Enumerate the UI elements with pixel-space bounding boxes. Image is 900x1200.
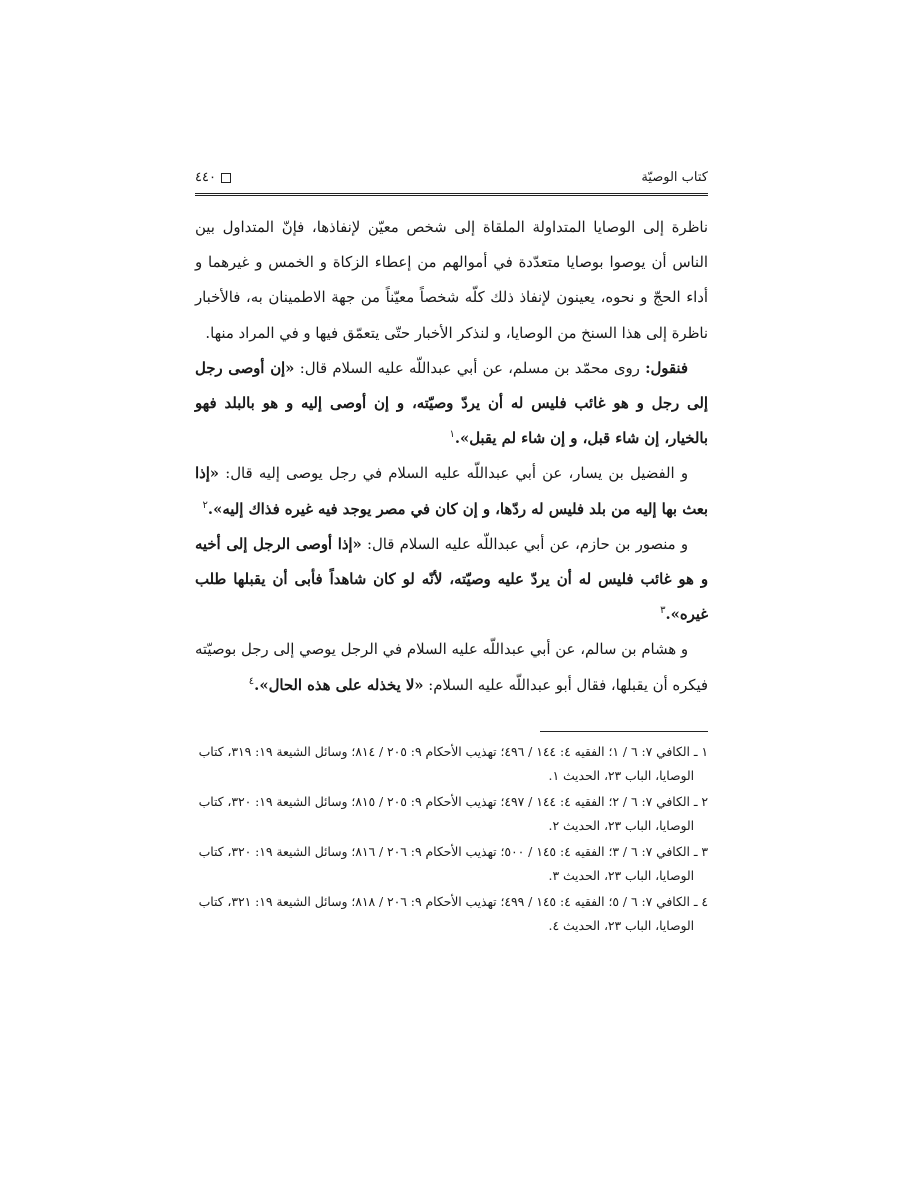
- paragraph: [195, 210, 708, 351]
- paragraph-text: ناظرة إلى الوصايا المتداولة الملقاة إلى شخص معيّن لإنفاذها، فإنّ المتداول بين الناس أن يوصوا بوصايا متعدّدة في أموالهم من إعطاء الزكاة و الخمس و غيرهما و أداء الحجّ و نحوه، يعينون لإنفاذ ذلك كلّه شخصاً معيّناً من جهة الاطمينان به، فالأخبار ناظرة إلى هذا السنخ من الوصايا، و لنذكر الأخبار حتّى يتعمّق فيها و في المراد منها.: [195, 219, 708, 342]
- paragraph: [195, 632, 708, 702]
- paragraph: [195, 527, 708, 633]
- footnote: ٤ ـ الكافي ٧: ٦ / ٥؛ الفقيه ٤: ١٤٥ / ٤٩٩؛ تهذيب الأحكام ٩: ٢٠٦ / ٨١٨؛ وسائل الشيعة ١٩: ٣٢١، كتاب الوصايا، الباب ٢٣، الحديث ٤.: [198, 894, 708, 933]
- footnote-divider: [540, 731, 708, 732]
- footnote-marker: ٤: [248, 675, 255, 687]
- hadith-quote: «إذا بعث بها إليه من بلد فليس له ردّها، و إن كان في مصر يوجد فيه غيره فذاك إليه».: [195, 465, 708, 518]
- page-number: ٤٤٠: [195, 170, 216, 185]
- main-text: [195, 210, 708, 703]
- square-ornament-icon: [221, 173, 231, 183]
- paragraph-lead: فنقول:: [645, 359, 688, 377]
- paragraph-text: و هشام بن سالم، عن أبي عبداللّه عليه السلام في الرجل يوصي إلى رجل بوصيّته فيكره أن يقبلها، فقال أبو عبداللّه عليه السلام:: [195, 641, 708, 694]
- hadith-quote: «لا يخذله على هذه الحال».: [254, 676, 424, 694]
- footnotes: [195, 740, 708, 938]
- paragraph-text: روى محمّد بن مسلم، عن أبي عبداللّه عليه السلام قال:: [294, 359, 646, 377]
- page-number-group: [195, 170, 231, 185]
- paragraph-text: و الفضيل بن يسار، عن أبي عبداللّه عليه السلام في رجل يوصى إليه قال:: [219, 465, 688, 483]
- running-header: [195, 170, 708, 196]
- footnote-marker: ٢: [202, 499, 208, 511]
- footnote-marker: ٣: [660, 605, 666, 617]
- footnote: ١ ـ الكافي ٧: ٦ / ١؛ الفقيه ٤: ١٤٤ / ٤٩٦؛ تهذيب الأحكام ٩: ٢٠٥ / ٨١٤؛ وسائل الشيعة ١٩: ٣١٩، كتاب الوصايا، الباب ٢٣، الحديث ١.: [198, 744, 708, 783]
- footnote-marker: ١: [449, 429, 455, 441]
- book-title: كتاب الوصيّة: [641, 170, 708, 185]
- paragraph: [195, 351, 708, 457]
- footnote: ٢ ـ الكافي ٧: ٦ / ٢؛ الفقيه ٤: ١٤٤ / ٤٩٧؛ تهذيب الأحكام ٩: ٢٠٥ / ٨١٥؛ وسائل الشيعة ١٩: ٣٢٠، كتاب الوصايا، الباب ٢٣، الحديث ٢.: [198, 794, 708, 833]
- hadith-quote: «إن أوصى رجل إلى رجل و هو غائب فليس له أن يردّ وصيّته، و إن أوصى إليه و هو بالبلد فهو بالخيار، إن شاء قبل، و إن شاء لم يقبل».: [195, 359, 708, 448]
- footnote: ٣ ـ الكافي ٧: ٦ / ٣؛ الفقيه ٤: ١٤٥ / ٥٠٠؛ تهذيب الأحكام ٩: ٢٠٦ / ٨١٦؛ وسائل الشيعة ١٩: ٣٢٠، كتاب الوصايا، الباب ٢٣، الحديث ٣.: [198, 844, 708, 883]
- book-page: [195, 170, 708, 940]
- hadith-quote: «إذا أوصى الرجل إلى أخيه و هو غائب فليس له أن يردّ عليه وصيّته، لأنّه لو كان شاهداً فأبى أن يقبلها طلب غيره».: [195, 535, 708, 624]
- paragraph: [195, 456, 708, 526]
- paragraph-text: و منصور بن حازم، عن أبي عبداللّه عليه السلام قال:: [361, 535, 688, 553]
